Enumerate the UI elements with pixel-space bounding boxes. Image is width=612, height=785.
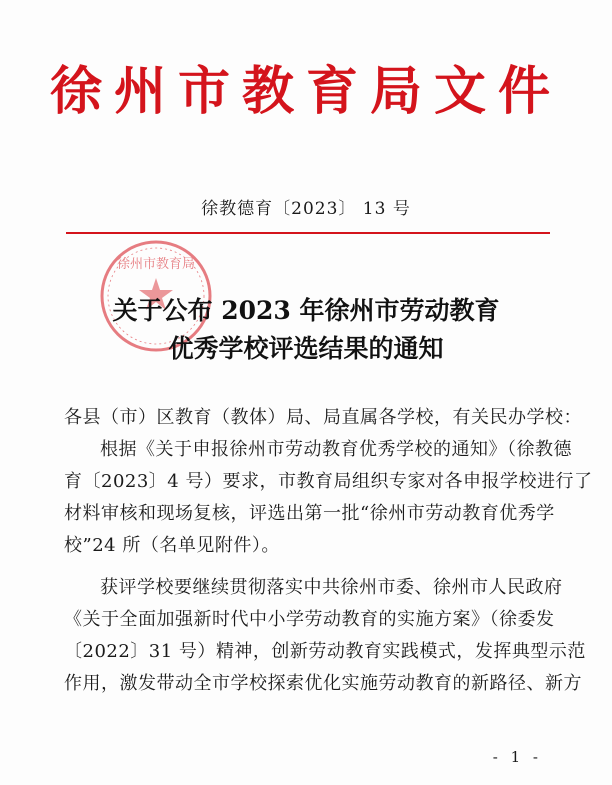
paragraph-2-line: 〔2022〕31 号）精神，创新劳动教育实践模式，发挥典型示范 (64, 641, 586, 662)
paragraph-1-line: 材料审核和现场复核，评选出第一批“徐州市劳动教育优秀学 (64, 503, 555, 524)
paragraph-2-line: 作用，激发带动全市学校探索优化实施劳动教育的新路径、新方 (64, 673, 582, 694)
notice-title (0, 292, 612, 368)
notice-body (64, 402, 593, 700)
paragraph-1-line: 根据《关于申报徐州市劳动教育优秀学校的通知》（徐教德 (100, 439, 572, 460)
title-line-1: 关于公布 2023 年徐州市劳动教育 (112, 296, 500, 325)
title-line-2: 优秀学校评选结果的通知 (168, 334, 444, 363)
addressee-line: 各县（市）区教育（教体）局、局直属各学校，有关民办学校： (64, 407, 582, 428)
paragraph-2-line: 获评学校要继续贯彻落实中共徐州市委、徐州市人民政府 (100, 577, 563, 598)
document-number: 徐教德育〔2023〕 13 号 (201, 199, 411, 219)
red-divider (66, 232, 550, 234)
paragraph-spacer (64, 562, 554, 572)
paragraph-1-line: 校”24 所（名单见附件）。 (64, 535, 280, 556)
svg-text:徐州市教育局: 徐州市教育局 (116, 257, 196, 272)
paragraph-1-line: 育〔2023〕4 号）要求，市教育局组织专家对各申报学校进行了 (64, 471, 593, 492)
issuer-header: 徐州市教育局文件 (49, 61, 562, 122)
paragraph-2-line: 《关于全面加强新时代中小学劳动教育的实施方案》（徐委发 (64, 609, 555, 630)
page-number: - 1 - (492, 748, 542, 766)
